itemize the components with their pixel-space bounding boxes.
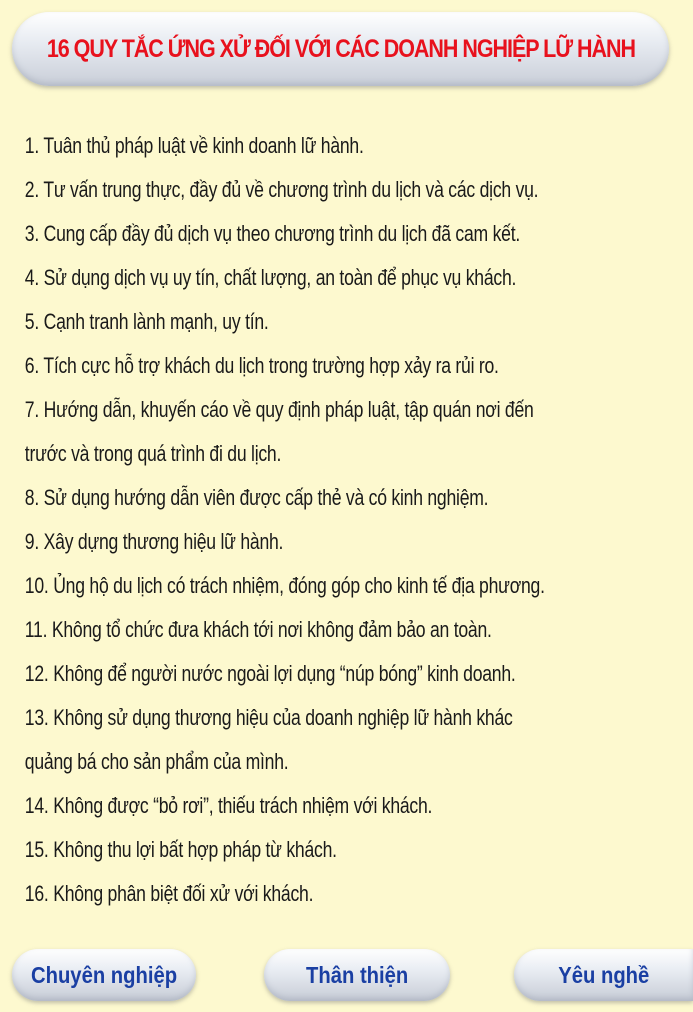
rule-item-continuation: quảng bá cho sản phẩm của mình. (24, 749, 289, 774)
value-badge-professional (12, 949, 196, 1001)
value-badge-label: Yêu nghề (558, 961, 650, 988)
rule-item: 10. Ủng hộ du lịch có trách nhiệm, đóng góp cho kinh tế địa phương. (24, 573, 545, 598)
rule-item: 9. Xây dựng thương hiệu lữ hành. (24, 529, 284, 554)
value-badge-label: Chuyên nghiệp (30, 961, 178, 988)
rule-item: 1. Tuân thủ pháp luật về kinh doanh lữ hành. (24, 133, 364, 158)
page-title: 16 QUY TẮC ỨNG XỬ ĐỐI VỚI CÁC DOANH NGHIỆP LỮ HÀNH (46, 34, 635, 63)
rule-item: 7. Hướng dẫn, khuyến cáo về quy định pháp luật, tập quán nơi đến (24, 397, 534, 422)
rule-item: 15. Không thu lợi bất hợp pháp từ khách. (24, 837, 337, 862)
title-banner (12, 12, 669, 86)
value-badge-friendly (264, 949, 450, 1001)
rule-item: 6. Tích cực hỗ trợ khách du lịch trong trường hợp xảy ra rủi ro. (24, 353, 499, 378)
rule-item: 12. Không để người nước ngoài lợi dụng “núp bóng” kinh doanh. (24, 661, 516, 686)
rule-item: 14. Không được “bỏ rơi”, thiếu trách nhiệm với khách. (24, 793, 433, 818)
rule-item: 11. Không tổ chức đưa khách tới nơi không đảm bảo an toàn. (24, 617, 492, 642)
rules-list (0, 124, 693, 916)
rule-item: 5. Cạnh tranh lành mạnh, uy tín. (24, 309, 269, 334)
rule-item: 2. Tư vấn trung thực, đầy đủ về chương trình du lịch và các dịch vụ. (24, 177, 539, 202)
value-badge-passion (514, 949, 693, 1001)
rule-item-continuation: trước và trong quá trình đi du lịch. (24, 441, 282, 466)
rule-item: 3. Cung cấp đầy đủ dịch vụ theo chương trình du lịch đã cam kết. (24, 221, 521, 246)
rule-item: 8. Sử dụng hướng dẫn viên được cấp thẻ và có kinh nghiệm. (24, 485, 489, 510)
value-badge-label: Thân thiện (305, 961, 409, 988)
rule-item: 4. Sử dụng dịch vụ uy tín, chất lượng, an toàn để phục vụ khách. (24, 265, 517, 290)
rule-item: 16. Không phân biệt đối xử với khách. (24, 881, 314, 906)
rule-item: 13. Không sử dụng thương hiệu của doanh nghiệp lữ hành khác (24, 705, 513, 730)
